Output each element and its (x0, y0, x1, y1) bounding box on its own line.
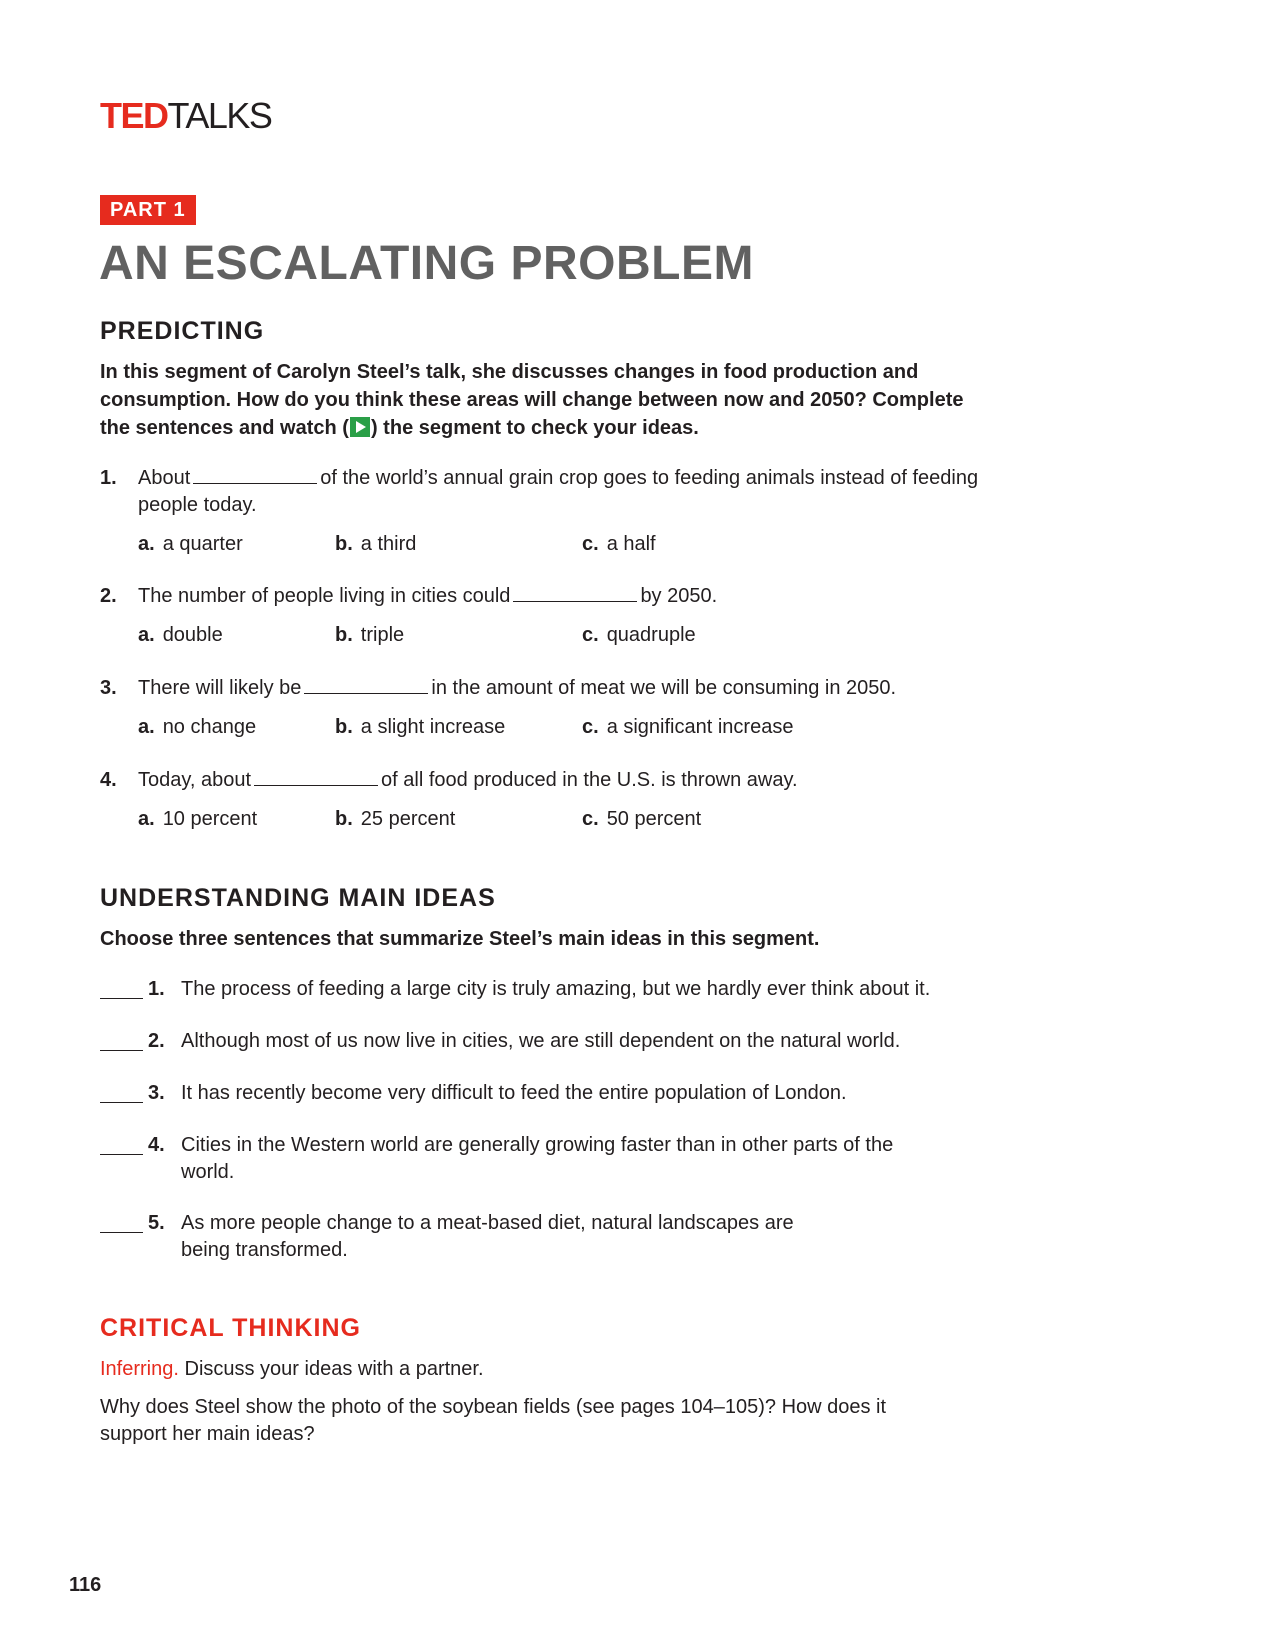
logo-ted: TED (100, 95, 168, 136)
question-1 (100, 465, 1000, 558)
option-b[interactable] (335, 622, 404, 649)
item-number: 2. (148, 1030, 165, 1052)
option-text: a third (360, 533, 417, 555)
ted-talks-logo (100, 96, 271, 136)
main-ideas-instruction: Choose three sentences that summarize Steel’s main ideas in this segment. (100, 928, 820, 950)
critical-thinking-heading: CRITICAL THINKING (100, 1314, 361, 1342)
item-number: 4. (148, 1134, 165, 1156)
question-number: 2. (100, 585, 117, 607)
intro-text-1: In this segment of Carolyn Steel’s talk, she discusses changes in food production and consumption. How do you think these areas will change between now and 2050? Complete the sentences and watch ( (100, 361, 964, 439)
main-idea-item-1 (100, 976, 1000, 1003)
option-letter: c. (582, 808, 599, 830)
option-letter: a. (138, 624, 155, 646)
option-text: a quarter (162, 533, 243, 555)
option-c[interactable] (582, 714, 793, 741)
option-text: 10 percent (162, 808, 258, 830)
option-text: a significant increase (606, 716, 794, 738)
question-number: 3. (100, 677, 117, 699)
option-letter: b. (335, 716, 353, 738)
prompt-rest: Discuss your ideas with a partner. (178, 1358, 484, 1380)
option-c[interactable] (582, 806, 701, 833)
question-number: 4. (100, 769, 117, 791)
main-ideas-heading: UNDERSTANDING MAIN IDEAS (100, 884, 496, 912)
question-text (138, 465, 1000, 519)
item-text: It has recently become very difficult to feed the entire population of London. (181, 1082, 847, 1104)
answer-blank[interactable] (254, 768, 378, 786)
item-number: 3. (148, 1082, 165, 1104)
options-row (100, 622, 1000, 649)
answer-blank[interactable] (193, 466, 317, 484)
option-letter: b. (335, 624, 353, 646)
main-idea-item-5 (100, 1210, 840, 1264)
option-c[interactable] (582, 622, 696, 649)
option-text: triple (360, 624, 405, 646)
question-text-before: Today, about (138, 769, 252, 791)
page-number: 116 (69, 1574, 102, 1596)
option-b[interactable] (335, 714, 505, 741)
item-number: 1. (148, 978, 165, 1000)
predicting-heading: PREDICTING (100, 317, 265, 345)
question-text (138, 675, 1000, 702)
question-4 (100, 767, 1000, 833)
question-text-after: by 2050. (640, 585, 718, 607)
main-idea-item-2 (100, 1028, 1000, 1055)
option-text: quadruple (606, 624, 696, 646)
option-text: no change (162, 716, 257, 738)
answer-blank[interactable] (100, 1232, 143, 1233)
options-row (100, 806, 1000, 833)
question-text-after: of the world’s annual grain crop goes to feeding animals instead of feeding people today. (138, 467, 979, 516)
option-a[interactable] (138, 806, 257, 833)
question-text-before: The number of people living in cities could (138, 585, 511, 607)
options-row (100, 714, 1000, 741)
answer-blank[interactable] (100, 998, 143, 999)
option-letter: a. (138, 808, 155, 830)
option-letter: a. (138, 716, 155, 738)
option-text: a half (606, 533, 656, 555)
answer-blank[interactable] (100, 1050, 143, 1051)
main-idea-item-3 (100, 1080, 1000, 1107)
play-video-icon (350, 417, 370, 437)
option-c[interactable] (582, 531, 656, 558)
part-badge: PART 1 (100, 195, 196, 225)
question-text (138, 583, 1000, 610)
question-text-after: in the amount of meat we will be consuming in 2050. (431, 677, 897, 699)
option-b[interactable] (335, 806, 455, 833)
item-number: 5. (148, 1212, 165, 1234)
answer-blank[interactable] (100, 1154, 143, 1155)
main-idea-item-4 (100, 1132, 900, 1186)
critical-thinking-prompt (100, 1356, 484, 1383)
option-letter: b. (335, 533, 353, 555)
item-text: The process of feeding a large city is truly amazing, but we hardly ever think about it. (181, 978, 931, 1000)
option-letter: b. (335, 808, 353, 830)
intro-text-2: ) the segment to check your ideas. (370, 417, 699, 439)
item-text: Although most of us now live in cities, we are still dependent on the natural world. (181, 1030, 901, 1052)
question-2 (100, 583, 1000, 649)
option-text: 25 percent (360, 808, 456, 830)
option-letter: c. (582, 624, 599, 646)
option-letter: c. (582, 533, 599, 555)
inferring-label: Inferring. (100, 1358, 179, 1380)
predicting-intro (100, 358, 980, 442)
question-text-before: About (138, 467, 191, 489)
logo-talks: TALKS (167, 95, 272, 136)
option-letter: a. (138, 533, 155, 555)
answer-blank[interactable] (100, 1102, 143, 1103)
options-row (100, 531, 1000, 558)
item-text: As more people change to a meat-based diet, natural landscapes are being transformed. (181, 1212, 794, 1261)
question-text (138, 767, 1000, 794)
answer-blank[interactable] (513, 584, 637, 602)
option-text: a slight increase (360, 716, 506, 738)
page-title: AN ESCALATING PROBLEM (99, 237, 754, 290)
question-text-after: of all food produced in the U.S. is thrown away. (381, 769, 798, 791)
question-3 (100, 675, 1000, 741)
question-number: 1. (100, 467, 117, 489)
option-a[interactable] (138, 531, 243, 558)
question-text-before: There will likely be (138, 677, 302, 699)
answer-blank[interactable] (304, 676, 428, 694)
option-letter: c. (582, 716, 599, 738)
option-a[interactable] (138, 714, 256, 741)
option-text: double (162, 624, 223, 646)
option-a[interactable] (138, 622, 223, 649)
critical-thinking-question: Why does Steel show the photo of the soybean fields (see pages 104–105)? How does it support her main ideas? (100, 1396, 887, 1445)
item-text: Cities in the Western world are generally growing faster than in other parts of the world. (181, 1134, 894, 1183)
option-b[interactable] (335, 531, 416, 558)
option-text: 50 percent (606, 808, 702, 830)
